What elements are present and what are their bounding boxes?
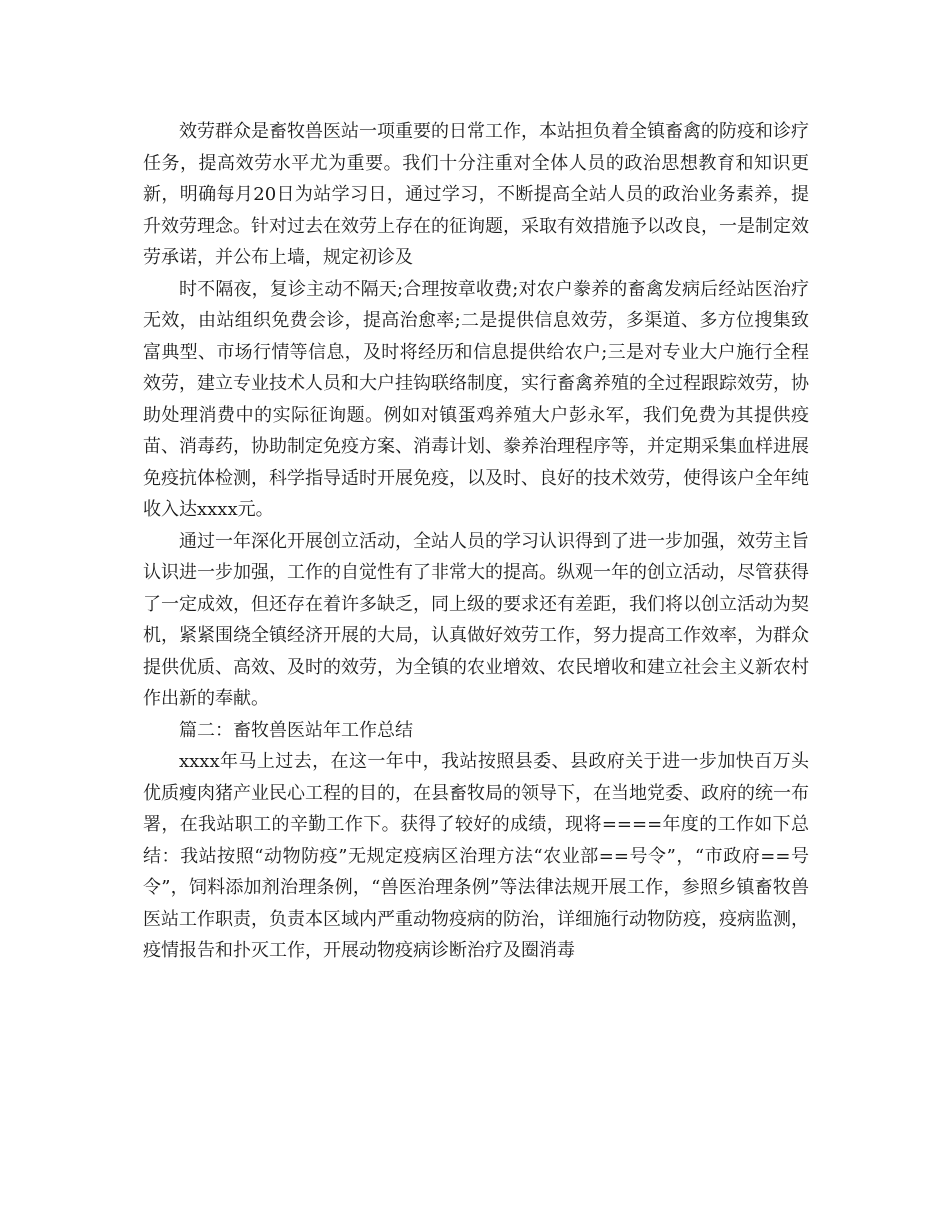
paragraph-summary: 通过一年深化开展创立活动，全站人员的学习认识得到了进一步加强，效劳主旨认识进一步加强，工作的自觉性有了非常大的提高。纵观一年的创立活动，尽管获得了一定成效，但还存在着许多缺乏，同上级的要求还有差距，我们将以创立活动为契机，紧紧围绕全镇经济开展的大局，认真做好效劳工作，努力提高工作效率，为群众提供优质、高效、及时的效劳，为全镇的农业增效、农民增收和建立社会主义新农村作出新的奉献。 — [143, 530, 809, 709]
paragraph-service-details: 时不隔夜，复诊主动不隔天;合理按章收费;对农户豢养的畜禽发病后经站医治疗无效，由站组织免费会诊，提高治愈率;二是提供信息效劳，多渠道、多方位搜集致富典型、市场行情等信息，及时将经历和信息提供给农户;三是对专业大户施行全程效劳，建立专业技术人员和大户挂钩联络制度，实行畜禽养殖的全过程跟踪效劳，协助处理消费中的实际征询题。例如对镇蛋鸡养殖大户彭永军，我们免费为其提供疫苗、消毒药，协助制定免疫方案、消毒计划、豢养治理程序等，并定期采集血样进展免疫抗体检测，科学指导适时开展免疫，以及时、良好的技术效劳，使得该户全年纯收入达xxxx元。 — [143, 278, 809, 520]
paragraph-annual-report: xxxx年马上过去，在这一年中，我站按照县委、县政府关于进一步加快百万头优质瘦肉猪产业民心工程的目的，在县畜牧局的领导下，在当地党委、政府的统一布署，在我站职工的辛勤工作下。获得了较好的成绩，现将====年度的工作如下总结：我站按照“动物防疫”无规定疫病区治理方法“农业部==号令”，“市政府==号令”，饲料添加剂治理条例，“兽医治理条例”等法律法规开展工作，参照乡镇畜牧兽医站工作职责，负责本区域内严重动物疫病的防治，详细施行动物防疫，疫病监测，疫情报告和扑灭工作，开展动物疫病诊断治疗及圈消毒 — [143, 751, 809, 961]
paragraph-service-intro: 效劳群众是畜牧兽医站一项重要的日常工作，本站担负着全镇畜禽的防疫和诊疗任务，提高效劳水平尤为重要。我们十分注重对全体人员的政治思想教育和知识更新，明确每月20日为站学习日，通过学习，不断提高全站人员的政治业务素养，提升效劳理念。针对过去在效劳上存在的征询题，采取有效措施予以改良，一是制定效劳承诺，并公布上墙，规定初诊及 — [143, 121, 809, 268]
section-heading: 篇二：畜牧兽医站年工作总结 — [179, 719, 413, 741]
document-body — [143, 116, 809, 967]
